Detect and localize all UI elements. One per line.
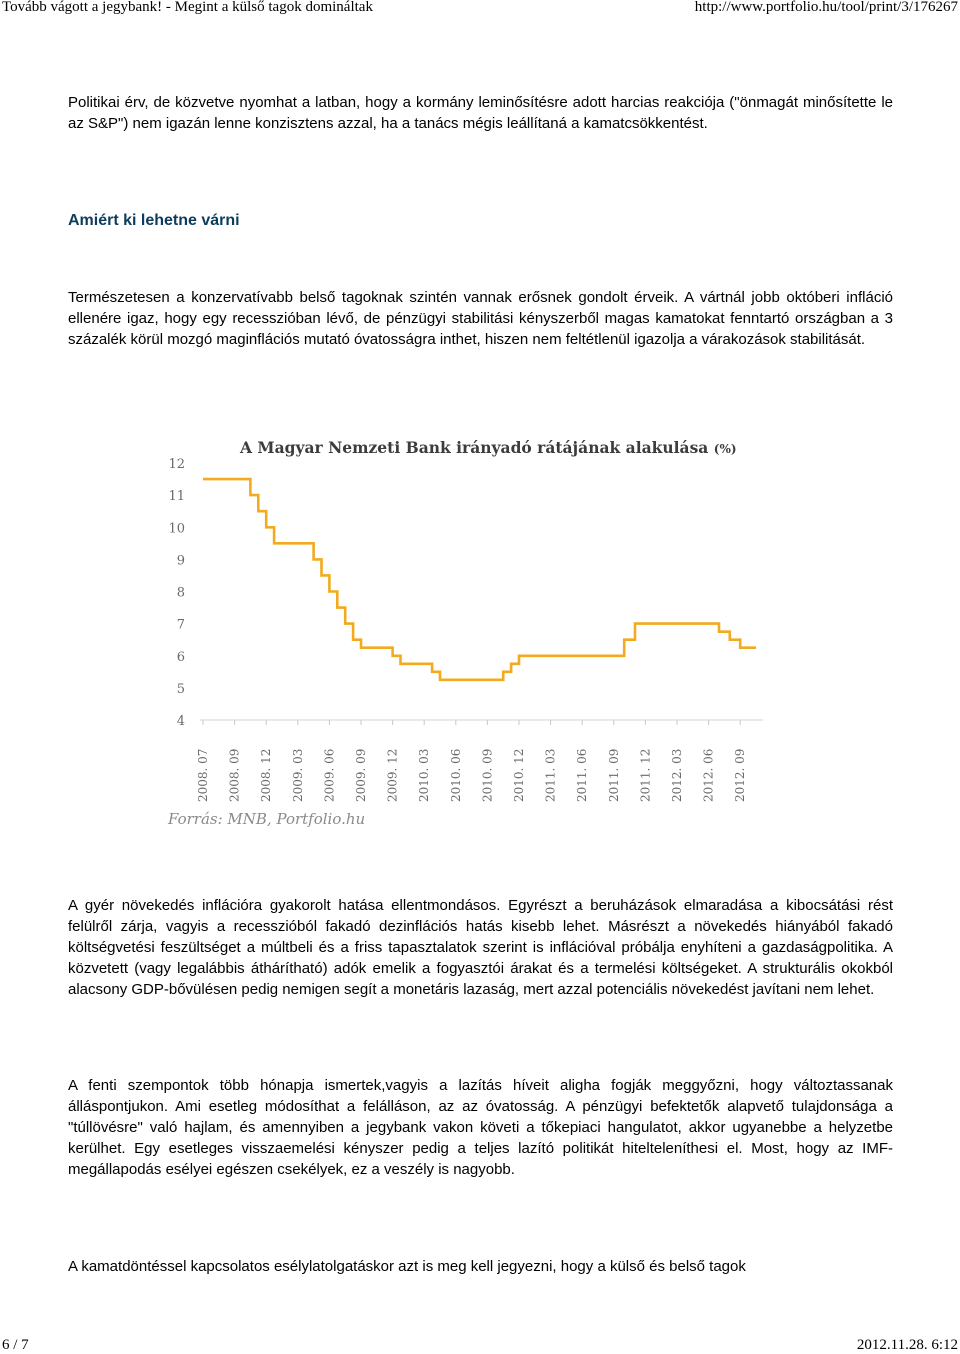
x-tick-label: 2010. 03 — [417, 748, 432, 802]
chart-series — [203, 479, 756, 680]
rate-series-line — [203, 479, 756, 680]
x-tick-label: 2011. 12 — [638, 748, 653, 802]
x-tick-label: 2009. 06 — [322, 748, 337, 802]
y-tick-label: 6 — [176, 649, 185, 665]
x-tick-label: 2012. 06 — [701, 748, 716, 802]
x-tick-label: 2011. 06 — [575, 748, 590, 802]
y-tick-label: 5 — [176, 681, 185, 697]
paragraph-3: A gyér növekedés inflációra gyakorolt hatása ellentmondásos. Egyrészt a beruházások elmaradása a kibocsátási rést felülről zárja, vagyis a recesszióból fakadó dezinflációs hatás kisebb lehet. Másrészt a növekedés hiányából fakadó költségvetési feszültséget a múltbeli és a friss tapasztalatok szerint is inflációval próbálja enyhíteni a gazdaságpolitika. A közvetett (vagy legalábbis áthárítható) adók emelik a fogyasztói árakat és a termelési költségeket. A strukturális okokból alacsony GDP-bővülésen pedig nemigen segít a monetáris lazaság, mert azzal potenciális növekedést javítani nem lehet. — [68, 897, 893, 998]
y-tick-label: 8 — [176, 585, 185, 601]
chart-source: Forrás: MNB, Portfolio.hu — [168, 810, 366, 828]
y-tick-label: 9 — [176, 553, 185, 569]
paragraph-4: A fenti szempontok több hónapja ismertek,vagyis a lazítás híveit aligha fogják meggyőzni, hogy változtassanak álláspontjukon. Ami esetleg módosíthat a felálláson, az az óvatosság. A pénzügyi befektetők alapvető tulajdonsága a "túllövésre" való hajlam, és amennyiben a jegybank vakon követi a tőkepiaci hangulatot, akkor ugyanebbe a helyzetbe kerülhet. Egy esetleges visszaemelési kényszer pedig a teljes lazító politikát hitelteleníthesi el. Most, hogy az IMF-megállapodás esélyei egészen csekélyek, ez a veszély is nagyobb. — [68, 1077, 893, 1178]
page-url: http://www.portfolio.hu/tool/print/3/176267 — [694, 0, 958, 15]
y-tick-label: 4 — [176, 714, 185, 729]
print-datetime: 2012.11.28. 6:12 — [856, 1337, 958, 1353]
x-tick-label: 2010. 09 — [480, 748, 495, 802]
paragraph-2: Természetesen a konzervatívabb belső tagoknak szintén vannak erősnek gondolt érveik. A vártnál jobb októberi infláció ellenére igaz, hogy egy recesszióban lévő, de pénzügyi stabilitási kényszerből magas kamatokat fenntartó országban a 3 százalék körül mozgó maginflációs mutató óvatosságra inthet, hiszen nem feltétlenül igazolja a várakozások stabilitását. — [68, 289, 893, 348]
page-title: Tovább vágott a jegybank! - Megint a külső tagok domináltak — [2, 0, 373, 15]
x-tick-label: 2009. 09 — [354, 748, 368, 802]
section-heading: Amiért ki lehetne várni — [68, 212, 240, 229]
policy-rate-chart — [160, 430, 780, 835]
print-footer — [0, 1337, 960, 1354]
x-tick-label: 2010. 06 — [448, 748, 463, 802]
x-tick-label: 2008. 07 — [196, 748, 210, 802]
print-header — [0, 0, 960, 16]
y-tick-label: 10 — [168, 521, 185, 537]
x-tick-label: 2011. 09 — [606, 748, 621, 802]
chart-title: A Magyar Nemzeti Bank irányadó rátájának alakulása (%) — [240, 438, 737, 457]
y-axis — [168, 457, 185, 729]
x-tick-label: 2011. 03 — [543, 748, 558, 802]
paragraph-1: Politikai érv, de közvetve nyomhat a latban, hogy a kormány leminősítésre adott harcias reakciója ("önmagát minősítette le az S&P") nem igazán lenne konzisztens azzal, ha a tanács mégis leállítaná a kamatcsökkentést. — [68, 94, 893, 132]
x-tick-label: 2010. 12 — [512, 748, 526, 802]
y-tick-label: 11 — [168, 489, 185, 505]
x-tick-label: 2012. 09 — [733, 748, 748, 802]
x-tick-label: 2009. 03 — [290, 748, 305, 802]
x-axis — [196, 720, 747, 802]
x-tick-label: 2012. 03 — [670, 748, 684, 802]
page-number: 6 / 7 — [2, 1337, 29, 1353]
paragraph-5: A kamatdöntéssel kapcsolatos esélylatolgatáskor azt is meg kell jegyezni, hogy a külső és belső tagok — [68, 1258, 746, 1275]
y-tick-label: 7 — [176, 617, 185, 633]
x-tick-label: 2009. 12 — [385, 748, 400, 802]
y-tick-label: 12 — [168, 457, 185, 472]
x-tick-label: 2008. 09 — [227, 748, 242, 802]
x-tick-label: 2008. 12 — [259, 748, 274, 802]
